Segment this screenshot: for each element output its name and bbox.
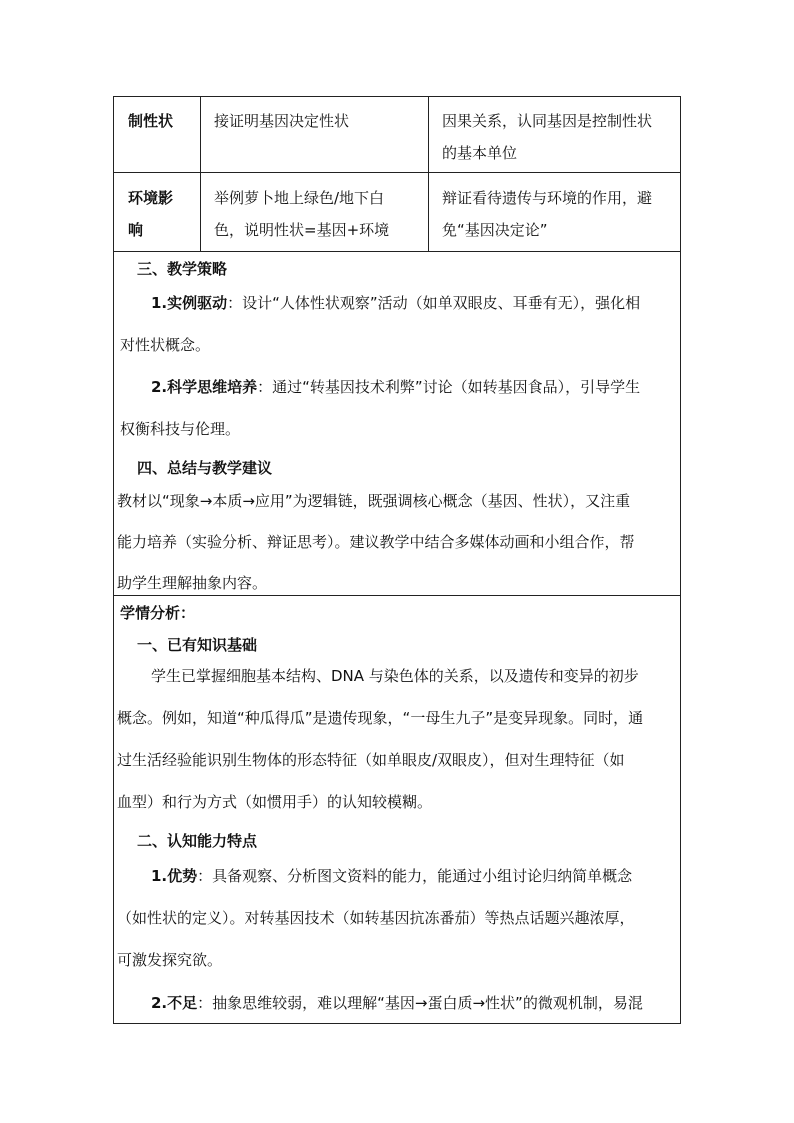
analysis-advantage-label: 1.优势 xyxy=(151,867,198,885)
analysis-disadvantage-text: ：抽象思维较弱，难以理解“基因→蛋白质→性状”的微观机制，易混 xyxy=(197,994,643,1012)
analysis-heading-cognition: 二、认知能力特点 xyxy=(137,832,258,850)
strategy-item-1-cont: 对性状概念。 xyxy=(120,336,211,354)
table-col-divider-2 xyxy=(428,96,429,251)
table-cell-feature: 环境影 响 xyxy=(128,189,174,239)
table-bottom-line xyxy=(113,251,681,252)
strategy-item-2-cont: 权衡科技与伦理。 xyxy=(120,420,241,438)
table-cell-goal: 辩证看待遗传与环境的作用，避 免“基因决定论” xyxy=(442,189,653,239)
analysis-paragraph-line: 可激发探究欲。 xyxy=(117,951,223,969)
analysis-disadvantage-label: 2.不足 xyxy=(151,994,198,1012)
table-col-divider-1 xyxy=(200,96,201,251)
section-heading-strategy: 三、教学策略 xyxy=(137,260,228,278)
section-heading-summary: 四、总结与教学建议 xyxy=(137,459,273,477)
table-cell-content: 举例萝卜地上绿色/地下白 色，说明性状=基因+环境 xyxy=(214,189,390,239)
summary-line: 助学生理解抽象内容。 xyxy=(117,574,268,592)
summary-line: 教材以“现象→本质→应用”为逻辑链，既强调核心概念（基因、性状），又注重 xyxy=(117,492,631,510)
analysis-paragraph-line: 过生活经验能识别生物体的形态特征（如单眼皮/双眼皮），但对生理特征（如 xyxy=(117,751,625,769)
table-row-divider xyxy=(113,172,681,173)
strategy-item-1 xyxy=(151,283,640,323)
strategy-item-2 xyxy=(151,367,640,407)
strategy-item-2-text: ：通过“转基因技术利弊”讨论（如转基因食品），引导学生 xyxy=(257,378,641,396)
analysis-paragraph-line: （如性状的定义）。对转基因技术（如转基因抗冻番茄）等热点话题兴趣浓厚， xyxy=(117,909,635,927)
analysis-title: 学情分析： xyxy=(120,604,196,622)
table-cell-feature: 制性状 xyxy=(128,112,174,130)
table-cell-content: 接证明基因决定性状 xyxy=(214,112,350,130)
table-cell-goal: 因果关系，认同基因是控制性状 的基本单位 xyxy=(442,112,653,162)
analysis-heading-knowledge: 一、已有知识基础 xyxy=(137,636,258,654)
analysis-advantage xyxy=(151,856,632,896)
summary-line: 能力培养（实验分析、辩证思考）。建议教学中结合多媒体动画和小组合作，帮 xyxy=(117,533,635,551)
analysis-paragraph-line: 血型）和行为方式（如惯用手）的认知较模糊。 xyxy=(117,793,433,811)
analysis-paragraph-line: 学生已掌握细胞基本结构、DNA 与染色体的关系，以及遗传和变异的初步 xyxy=(151,667,639,685)
strategy-item-1-text: ：设计“人体性状观察”活动（如单双眼皮、耳垂有无），强化相 xyxy=(227,294,641,312)
analysis-advantage-text: ：具备观察、分析图文资料的能力，能通过小组讨论归纳简单概念 xyxy=(197,867,633,885)
strategy-item-2-label: 2.科学思维培养 xyxy=(151,378,258,396)
strategy-item-1-label: 1.实例驱动 xyxy=(151,294,228,312)
analysis-disadvantage xyxy=(151,983,643,1023)
analysis-paragraph-line: 概念。例如，知道“种瓜得瓜”是遗传现象，“一母生九子”是变异现象。同时，通 xyxy=(117,709,644,727)
